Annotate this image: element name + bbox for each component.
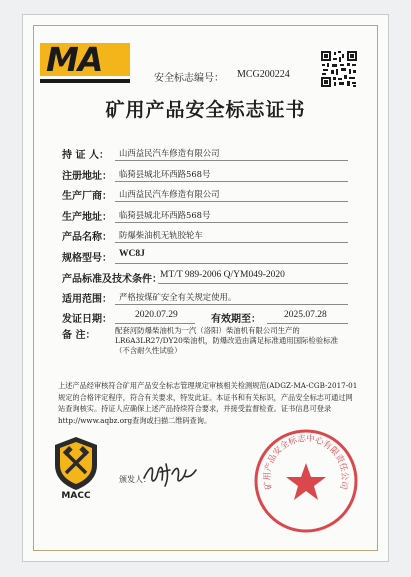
issue-date-label: 发证日期： <box>62 314 112 325</box>
holder-address-underline <box>115 181 348 182</box>
remarks-label: 备 注： <box>62 330 96 341</box>
footer-statement: 上述产品经审核符合矿用产品安全标志管理规定审核相关检测规范(ADGZ-MA-CGB-2017-01规定的合格评定程序，符合有关要求，特发此证。本证书和有关标识，产品安全标志可通过网站查询核实。持证人应确保上述产品持续符合要求，并接受监督检查。证书信息可登录http://www.aqbz.org查询或扫描二维码查询。 <box>58 381 358 425</box>
seal-text: 矿用产品安全标志中心有限责任公司 <box>262 433 350 491</box>
qr-code-icon <box>320 50 358 88</box>
product-name-value: 防爆柴油机无轨胶轮车 <box>119 230 203 240</box>
serial-value: MCG200224 <box>237 69 290 80</box>
manufacturer-address-value: 临猗县城北环西路568号 <box>119 210 211 220</box>
red-seal-icon <box>252 427 360 535</box>
manufacturer-value: 山西益民汽车修造有限公司 <box>119 189 220 199</box>
issue-date-underline <box>115 323 195 324</box>
issue-date-value: 2020.07.29 <box>135 310 178 320</box>
holder-address-value: 临猗县城北环西路568号 <box>119 169 211 179</box>
scope-label: 适用范围： <box>62 294 112 305</box>
ma-logo-icon: MA <box>40 43 130 83</box>
manufacturer-address-underline <box>115 222 348 223</box>
certificate-title: 矿用产品安全标志证书 <box>105 99 306 121</box>
model-underline <box>115 263 348 264</box>
holder-value: 山西益民汽车修造有限公司 <box>119 148 220 158</box>
holder-address-label: 注册地址： <box>62 171 112 182</box>
expiry-date-label: 有效期至： <box>211 314 261 325</box>
model-value: WC8J <box>119 249 145 259</box>
holder-underline <box>115 160 348 161</box>
signature-icon <box>140 456 198 490</box>
issuer-label: 颁发人： <box>119 475 151 484</box>
macc-logo-text: MACC <box>61 491 91 501</box>
model-label: 规格型号： <box>62 253 112 264</box>
serial-label: 安全标志编号： <box>154 73 224 84</box>
product-name-label: 产品名称： <box>62 232 112 243</box>
expiry-date-underline <box>267 323 348 324</box>
standards-underline <box>158 283 348 284</box>
manufacturer-label: 生产厂商： <box>62 191 112 202</box>
remarks-value: 配套河防爆柴油机为一汽（洛阳）柴油机有限公司生产的LR6A3LR27/DY20柴油机，防爆改造由满足标准通用国际检验标准（不含耐久性试验） <box>115 326 338 355</box>
holder-label: 持 证 人： <box>62 150 109 161</box>
product-name-underline <box>115 242 348 243</box>
expiry-date-value: 2025.07.28 <box>284 310 327 320</box>
manufacturer-address-label: 生产地址： <box>62 212 112 223</box>
manufacturer-underline <box>115 201 348 202</box>
standards-value: MT/T 989-2006 Q/YM049-2020 <box>160 270 285 280</box>
standards-label: 产品标准及技术条件： <box>62 274 162 285</box>
scope-underline <box>115 304 348 305</box>
scope-value: 严格按煤矿安全有关规定使用。 <box>119 292 237 302</box>
macc-logo-icon <box>52 435 100 505</box>
